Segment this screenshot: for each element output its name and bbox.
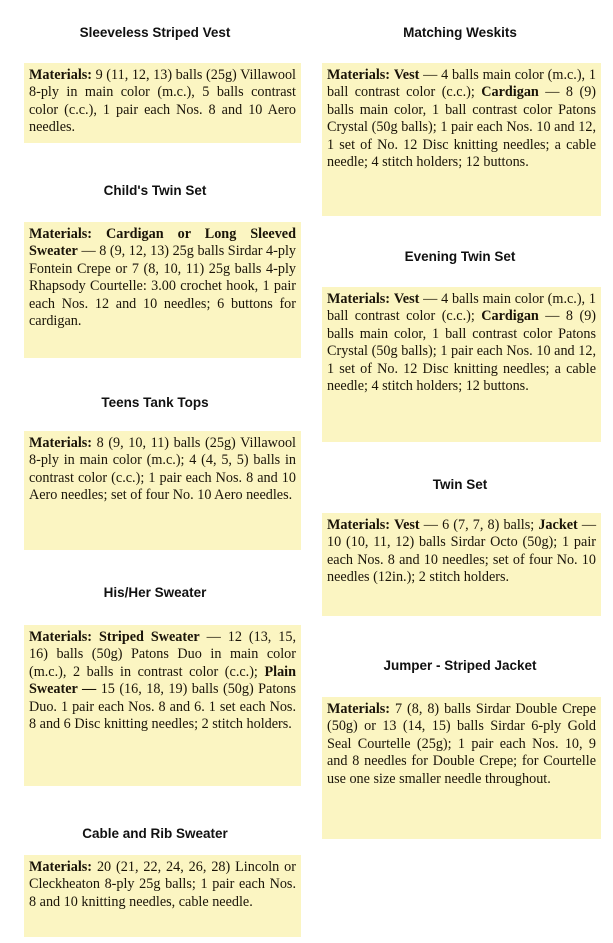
materials-label: Materials: <box>29 629 93 645</box>
section-title-sleeveless-striped-vest: Sleeveless Striped Vest <box>79 25 231 40</box>
materials-text: — 6 (7, 7, 8) balls; <box>423 517 535 533</box>
materials-label: Materials: <box>327 701 391 717</box>
materials-subhead-vest: Vest <box>394 517 420 533</box>
section-title-cable-and-rib-sweater: Cable and Rib Sweater <box>82 826 228 841</box>
materials-text: 8 (9, 10, 11) balls (25g) Villawool 8-ply in main color (m.c.); 4 (4, 5, 5) balls in contrast color (c.c.); 1 pair each Nos. 8 and 10 Aero needles; set of four No. 10 Aero needles. <box>29 435 296 504</box>
materials-text: — 4 balls main color (m.c.), 1 ball contrast color (c.c.); <box>327 291 596 325</box>
materials-text: 7 (8, 8) balls Sirdar Double Crepe (50g) or 13 (14, 15) balls Sirdar 6-ply Gold Seal Courtelle (25g); 1 pair each Nos. 10, 9 and 8 needles for Double Crepe; for Courtelle use one size smaller needle throughout. <box>327 701 597 787</box>
materials-box-teens-tank-tops <box>24 431 301 550</box>
materials-text-2: 15 (16, 18, 19) balls (50g) Patons Duo. 1 pair each Nos. 8 and 6. 1 set each Nos. 8 and 6 Disc knitting needles; 2 stitch holders. <box>29 681 297 733</box>
section-title-childs-twin-set: Child's Twin Set <box>103 183 207 198</box>
materials-text-2: — 10 (10, 11, 12) balls Sirdar Octo (50g); 1 pair each Nos. 8 and 10 needles; set of four No. 10 needles (12in.); 2 stitch holders. <box>327 517 597 586</box>
materials-label: Materials: <box>327 67 391 83</box>
materials-box-sleeveless-striped-vest <box>24 63 301 143</box>
materials-subhead-jacket: Jacket <box>538 517 578 533</box>
materials-subhead-cardigan: Cardigan <box>481 308 539 325</box>
materials-text: — 4 balls main color (m.c.), 1 ball contrast color (c.c.); <box>327 67 596 101</box>
section-title-teens-tank-tops: Teens Tank Tops <box>101 395 209 410</box>
materials-subhead-cardigan: Cardigan or Long Sleeved Sweater <box>29 226 296 260</box>
section-title-jumper-striped-jacket: Jumper - Striped Jacket <box>383 658 537 673</box>
materials-box-his-her-sweater <box>24 625 301 786</box>
materials-box-cable-and-rib-sweater <box>24 855 301 937</box>
materials-label: Materials: <box>29 67 93 83</box>
materials-subhead-cardigan: Cardigan <box>481 84 539 101</box>
materials-text: 9 (11, 12, 13) balls (25g) Villawool 8-ply in main color (m.c.), 5 balls contrast color (c.c.), 1 pair each Nos. 8 and 10 Aero needles. <box>29 67 296 136</box>
section-title-twin-set: Twin Set <box>432 477 488 492</box>
materials-subhead-striped-sweater: Striped Sweater <box>98 629 200 645</box>
materials-text: 20 (21, 22, 24, 26, 28) Lincoln or Cleckheaton 8-ply 25g balls; 1 pair each Nos. 8 and 10 knitting needles, cable needle. <box>29 859 296 910</box>
materials-label: Materials: <box>29 859 93 875</box>
materials-label: Materials: <box>29 226 93 242</box>
section-title-his-her-sweater: His/Her Sweater <box>103 585 207 600</box>
section-title-evening-twin-set: Evening Twin Set <box>404 249 516 264</box>
materials-subhead-vest: Vest <box>393 67 420 83</box>
materials-box-evening-twin-set <box>322 287 601 442</box>
materials-text: — 12 (13, 15, 16) balls (50g) Patons Duo in main color (m.c.), 2 balls in contrast color (c.c.); <box>29 629 296 680</box>
materials-text-2: — 8 (9) balls main color, 1 ball contrast color Patons Crystal (50g balls); 1 pair each Nos. 10 and 12, 1 set of No. 12 Disc knitting needles; a cable needle; 4 stitch holders; 12 buttons. <box>327 308 597 395</box>
materials-box-childs-twin-set <box>24 222 301 358</box>
materials-label: Materials: <box>327 517 391 533</box>
materials-box-jumper-striped-jacket <box>322 697 601 839</box>
materials-subhead-plain-sweater: Plain Sweater — <box>29 663 297 698</box>
materials-text: — 8 (9, 12, 13) 25g balls Sirdar 4-ply Fontein Crepe or 7 (8, 10, 11) 25g balls 4-ply Rhapsody Courtelle: 3.00 crochet hook, 1 pair each Nos. 12 and 10 needles; 6 buttons for cardigan. <box>29 243 296 330</box>
materials-label: Materials: <box>29 435 93 451</box>
materials-label: Materials: <box>327 291 391 307</box>
materials-box-twin-set <box>322 513 601 616</box>
materials-subhead-vest: Vest <box>393 291 420 307</box>
section-title-matching-weskits: Matching Weskits <box>403 25 517 40</box>
materials-text-2: — 8 (9) balls main color, 1 ball contrast color Patons Crystal (50g balls); 1 pair each Nos. 10 and 12, 1 set of No. 12 Disc knitting needles; a cable needle; 4 stitch holders; 12 buttons. <box>327 84 597 171</box>
materials-box-matching-weskits <box>322 63 601 216</box>
